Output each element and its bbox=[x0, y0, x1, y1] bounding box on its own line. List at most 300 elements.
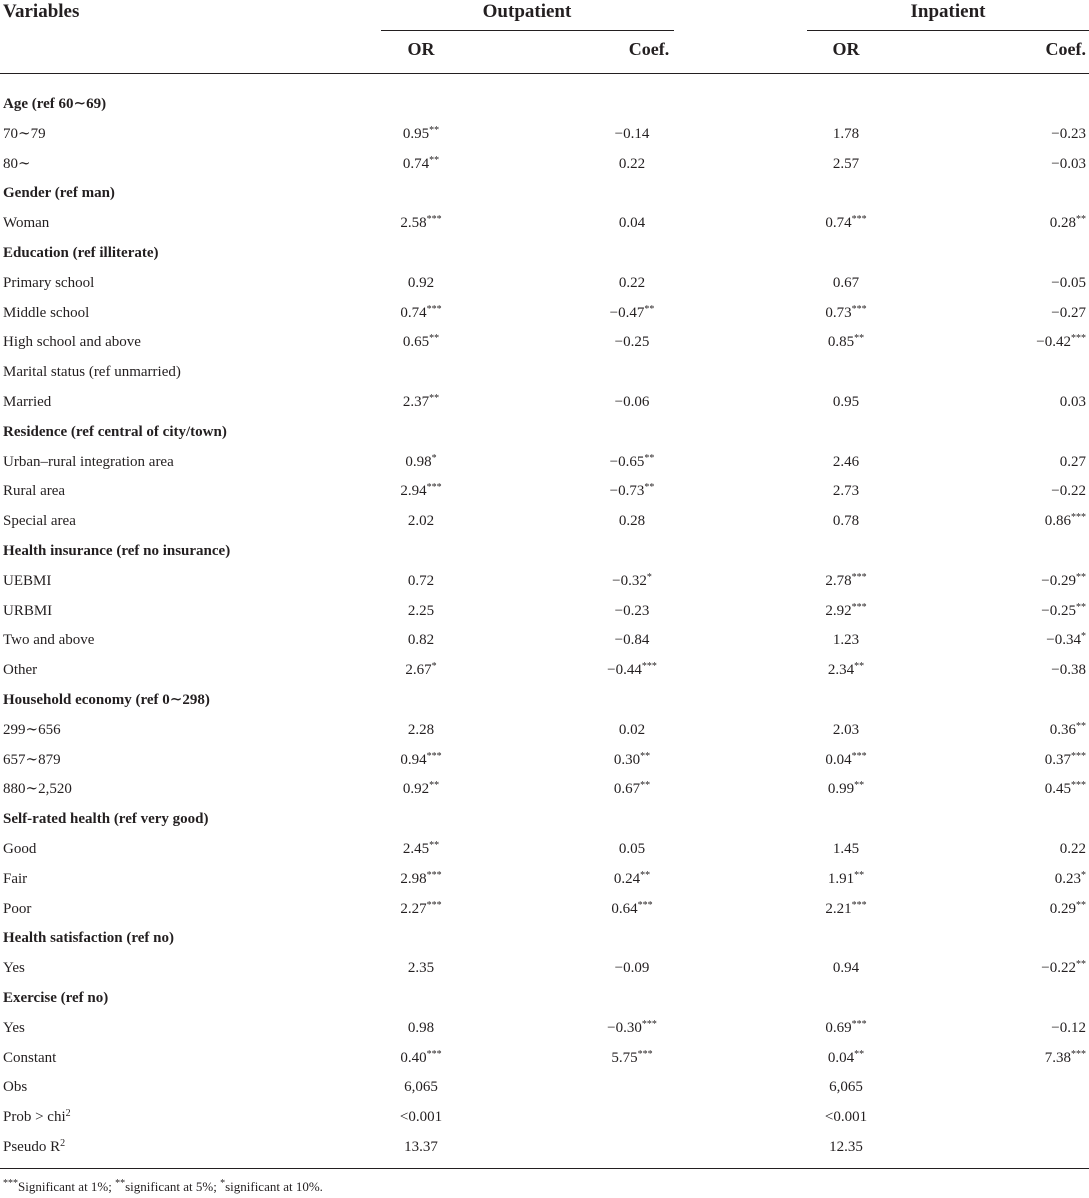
group-header-row bbox=[0, 178, 1089, 208]
row-label bbox=[3, 536, 230, 566]
cell-value: 0.98 bbox=[407, 1019, 435, 1036]
cell-value: 0.04 bbox=[825, 751, 852, 768]
significance-mark: ** bbox=[429, 333, 440, 345]
inpatient-coef-cell bbox=[1051, 149, 1086, 179]
inpatient-coef-cell bbox=[1045, 1043, 1086, 1073]
group-header-row bbox=[0, 89, 1089, 119]
significance-mark: ** bbox=[640, 869, 651, 881]
cell-value: 2.34 bbox=[827, 662, 855, 679]
outpatient-coef-cell bbox=[615, 119, 650, 149]
table-row bbox=[0, 655, 1089, 685]
outpatient-or-cell bbox=[400, 745, 441, 775]
inpatient-coef-cell bbox=[1060, 387, 1086, 417]
significance-mark: *** bbox=[851, 750, 867, 762]
inpatient-coef-cell bbox=[1045, 506, 1086, 536]
row-label-text: Other bbox=[3, 662, 38, 679]
cell-value: 0.28 bbox=[618, 513, 646, 530]
outpatient-or-cell bbox=[405, 447, 436, 477]
row-label-text: Household economy (ref 0∼298) bbox=[3, 692, 210, 708]
row-label-text: Yes bbox=[3, 1019, 25, 1036]
outpatient-coef-cell bbox=[619, 208, 645, 238]
bottom-rule bbox=[0, 1168, 1089, 1169]
cell-value: 2.67 bbox=[405, 662, 432, 679]
inpatient-coef-cell bbox=[1051, 655, 1086, 685]
significance-mark: *** bbox=[851, 899, 867, 911]
inpatient-or-cell bbox=[833, 476, 859, 506]
cell-value: 2.25 bbox=[407, 602, 435, 619]
outpatient-or-cell bbox=[403, 774, 439, 804]
inpatient-or-cell bbox=[825, 745, 866, 775]
inpatient-coef-cell bbox=[1036, 327, 1086, 357]
cell-value: −0.14 bbox=[614, 125, 650, 142]
cell-value: 0.22 bbox=[1059, 841, 1086, 857]
row-label-text: Health satisfaction (ref no) bbox=[3, 930, 174, 947]
cell-value: 0.74 bbox=[400, 304, 427, 321]
significance-mark: *** bbox=[426, 899, 442, 911]
table-row bbox=[0, 119, 1089, 149]
row-label-text: Pseudo R bbox=[3, 1139, 61, 1155]
cell-value: 2.98 bbox=[400, 870, 427, 887]
outpatient-coef-cell bbox=[615, 596, 650, 626]
cell-value: 0.95 bbox=[832, 394, 860, 410]
row-label bbox=[3, 953, 25, 983]
outpatient-or-cell bbox=[408, 1013, 434, 1043]
row-label bbox=[3, 923, 174, 953]
cell-value: 2.28 bbox=[407, 721, 435, 738]
table-row bbox=[0, 357, 1089, 387]
cell-value: 2.27 bbox=[400, 900, 427, 917]
significance-mark: ** bbox=[640, 750, 651, 762]
table-row bbox=[0, 208, 1089, 238]
inpatient-or-cell bbox=[825, 298, 866, 328]
outpatient-or-cell bbox=[408, 596, 434, 626]
footnote-sig1-text: Significant at 1%; bbox=[18, 1179, 116, 1194]
row-label bbox=[3, 178, 115, 208]
inpatient-coef-cell bbox=[1050, 715, 1086, 745]
inpatient-coef-cell bbox=[1045, 774, 1086, 804]
row-label bbox=[3, 566, 51, 596]
inpatient-or-cell bbox=[833, 625, 859, 655]
cell-value: 6,065 bbox=[404, 1079, 438, 1096]
cell-value: 0.22 bbox=[618, 274, 646, 291]
significance-mark: ** bbox=[1076, 214, 1086, 226]
inpatient-or-cell bbox=[833, 715, 859, 745]
outpatient-header: Outpatient bbox=[482, 1, 572, 22]
outpatient-or-cell bbox=[408, 268, 434, 298]
row-label bbox=[3, 476, 65, 506]
significance-mark: ** bbox=[429, 840, 440, 851]
inpatient-or-cell bbox=[828, 774, 864, 804]
outpatient-coef-cell bbox=[614, 774, 650, 804]
cell-value: 2.73 bbox=[832, 483, 860, 500]
outpatient-coef-cell bbox=[607, 1013, 657, 1043]
footnote bbox=[3, 1178, 323, 1196]
table-row bbox=[0, 864, 1089, 894]
row-label-text: High school and above bbox=[3, 334, 141, 351]
cell-value: −0.23 bbox=[614, 602, 650, 619]
cell-value: <0.001 bbox=[399, 1109, 443, 1126]
cell-value: −0.44 bbox=[607, 662, 642, 679]
table-row bbox=[0, 506, 1089, 536]
significance-mark: *** bbox=[1071, 750, 1086, 762]
cell-value: −0.32 bbox=[612, 572, 647, 589]
outpatient-or-header: OR bbox=[407, 39, 435, 59]
table-row bbox=[0, 566, 1089, 596]
inpatient-coef-cell bbox=[1060, 447, 1086, 477]
significance-mark: ** bbox=[854, 333, 865, 345]
row-label-text: Education (ref illiterate) bbox=[3, 245, 159, 261]
cell-value: −0.34 bbox=[1046, 632, 1081, 649]
row-label bbox=[3, 983, 108, 1013]
cell-value: −0.22 bbox=[1051, 483, 1086, 500]
table-row bbox=[0, 476, 1089, 506]
outpatient-or-cell bbox=[408, 506, 434, 536]
cell-value: −0.03 bbox=[1051, 155, 1086, 172]
footnote-sig10-text: significant at 10%. bbox=[225, 1179, 323, 1194]
outpatient-coef-cell bbox=[619, 715, 645, 745]
cell-value: 0.30 bbox=[613, 751, 641, 768]
cell-value: 0.92 bbox=[402, 781, 430, 798]
inpatient-or-cell bbox=[833, 506, 859, 536]
cell-value: 0.36 bbox=[1049, 721, 1076, 738]
cell-value: 0.86 bbox=[1044, 513, 1071, 530]
cell-value: −0.23 bbox=[1051, 125, 1086, 142]
table-row bbox=[0, 953, 1089, 983]
outpatient-or-cell bbox=[408, 953, 434, 983]
significance-mark: *** bbox=[426, 869, 442, 881]
cell-value: −0.12 bbox=[1051, 1019, 1086, 1036]
cell-value: 0.94 bbox=[400, 751, 427, 768]
cell-value: −0.30 bbox=[607, 1019, 642, 1036]
row-label bbox=[3, 1132, 65, 1162]
row-label bbox=[3, 447, 174, 477]
cell-value: 2.37 bbox=[402, 394, 430, 410]
significance-mark: * bbox=[431, 661, 437, 673]
cell-value: 2.21 bbox=[825, 900, 852, 917]
inpatient-or-cell bbox=[833, 268, 859, 298]
cell-value: 1.91 bbox=[827, 870, 855, 887]
outpatient-coef-cell bbox=[619, 268, 645, 298]
inpatient-coef-cell bbox=[1045, 745, 1086, 775]
cell-value: 12.35 bbox=[829, 1139, 863, 1155]
significance-mark: *** bbox=[641, 661, 657, 673]
cell-value: −0.25 bbox=[614, 334, 650, 351]
outpatient-coef-cell bbox=[614, 864, 650, 894]
inpatient-coef-cell bbox=[1051, 476, 1086, 506]
cell-value: 2.35 bbox=[407, 960, 435, 977]
significance-mark: ** bbox=[644, 303, 655, 315]
significance-mark: ** bbox=[429, 393, 440, 404]
cell-value: 5.75 bbox=[611, 1049, 638, 1066]
table-row bbox=[0, 596, 1089, 626]
significance-mark: *** bbox=[426, 303, 442, 315]
table-row bbox=[0, 149, 1089, 179]
significance-mark: *** bbox=[426, 750, 442, 762]
inpatient-or-cell bbox=[833, 447, 859, 477]
inpatient-coef-cell bbox=[1050, 208, 1086, 238]
row-label-text: Obs bbox=[3, 1079, 28, 1096]
row-label-text: Residence (ref central of city/town) bbox=[3, 423, 227, 440]
row-label bbox=[3, 268, 94, 298]
significance-mark: ** bbox=[854, 1048, 865, 1060]
header-row-1 bbox=[0, 0, 1089, 27]
outpatient-coef-cell bbox=[615, 327, 650, 357]
significance-mark: ** bbox=[1076, 720, 1086, 732]
cell-value: 0.28 bbox=[1049, 215, 1076, 232]
significance-mark: ** bbox=[854, 869, 865, 881]
significance-mark: *** bbox=[637, 899, 653, 911]
inpatient-coef-cell bbox=[1051, 298, 1086, 328]
significance-mark: ** bbox=[644, 452, 655, 464]
outpatient-or-cell bbox=[408, 566, 434, 596]
table-row bbox=[0, 1072, 1089, 1102]
table-row bbox=[0, 268, 1089, 298]
outpatient-or-cell bbox=[404, 1072, 438, 1102]
significance-mark: ** bbox=[640, 780, 651, 792]
cell-value: 0.72 bbox=[407, 572, 435, 589]
significance-mark: *** bbox=[851, 1018, 867, 1030]
cell-value: 2.02 bbox=[407, 513, 435, 530]
outpatient-coef-cell bbox=[611, 894, 652, 924]
inpatient-or-cell bbox=[833, 149, 859, 179]
row-label bbox=[3, 864, 27, 894]
significance-mark: ** bbox=[854, 780, 865, 792]
cell-value: <0.001 bbox=[824, 1109, 868, 1126]
significance-mark: *** bbox=[1071, 780, 1086, 792]
inpatient-coef-cell bbox=[1060, 834, 1086, 864]
cell-value: −0.09 bbox=[614, 960, 650, 977]
row-label-text: 80∼ bbox=[3, 155, 31, 172]
row-label-text: Woman bbox=[3, 215, 50, 232]
cell-value: 0.98 bbox=[405, 453, 432, 470]
outpatient-or-cell bbox=[400, 476, 441, 506]
inpatient-coef-cell bbox=[1051, 119, 1086, 149]
row-label bbox=[3, 774, 72, 804]
inpatient-coef-cell bbox=[1051, 1013, 1086, 1043]
footnote-sig10-mark: * bbox=[220, 1178, 226, 1189]
inpatient-or-cell bbox=[829, 1132, 863, 1162]
row-label bbox=[3, 89, 106, 119]
cell-value: 0.92 bbox=[407, 274, 435, 291]
table-row bbox=[0, 447, 1089, 477]
row-label-text: Rural area bbox=[3, 483, 66, 500]
cell-value: 2.92 bbox=[825, 602, 852, 619]
outpatient-coef-cell bbox=[607, 655, 657, 685]
row-label bbox=[3, 149, 31, 179]
row-label-text: Gender (ref man) bbox=[3, 185, 115, 202]
group-header-row bbox=[0, 983, 1089, 1013]
row-label bbox=[3, 1072, 27, 1102]
significance-mark: ** bbox=[1076, 601, 1086, 613]
outpatient-or-cell bbox=[400, 864, 441, 894]
row-label bbox=[3, 357, 181, 387]
footnote-sig1-mark: *** bbox=[3, 1178, 18, 1189]
row-label bbox=[3, 387, 51, 417]
significance-mark: ** bbox=[1076, 899, 1086, 911]
row-label-text: 657∼879 bbox=[3, 751, 61, 768]
row-label bbox=[3, 596, 52, 626]
group-header-row bbox=[0, 804, 1089, 834]
row-label bbox=[3, 238, 159, 268]
inpatient-or-header: OR bbox=[832, 39, 860, 59]
significance-mark: *** bbox=[426, 1048, 442, 1060]
cell-value: 1.23 bbox=[832, 632, 860, 649]
inpatient-or-cell bbox=[833, 119, 859, 149]
outpatient-coef-cell bbox=[610, 476, 655, 506]
cell-value: −0.38 bbox=[1051, 662, 1086, 679]
cell-value: −0.29 bbox=[1041, 572, 1076, 589]
inpatient-or-cell bbox=[829, 1072, 863, 1102]
row-label bbox=[3, 655, 37, 685]
inpatient-or-cell bbox=[833, 953, 859, 983]
row-label-text: 880∼2,520 bbox=[3, 781, 72, 798]
row-label-text: Married bbox=[3, 394, 52, 410]
header-rule bbox=[0, 73, 1089, 74]
cell-value: 0.78 bbox=[832, 513, 860, 530]
cell-value: 0.02 bbox=[618, 721, 646, 738]
row-label bbox=[3, 208, 49, 238]
cell-value: 0.37 bbox=[1044, 751, 1071, 768]
table-row bbox=[0, 745, 1089, 775]
cell-value: −0.65 bbox=[609, 453, 645, 470]
cell-value: 0.23 bbox=[1054, 870, 1081, 887]
inpatient-or-cell bbox=[825, 894, 866, 924]
outpatient-or-cell bbox=[403, 834, 439, 864]
row-label bbox=[3, 417, 227, 447]
table-row bbox=[0, 1013, 1089, 1043]
row-label-text: 70∼79 bbox=[3, 125, 46, 142]
table-row bbox=[0, 298, 1089, 328]
outpatient-or-cell bbox=[405, 655, 436, 685]
significance-mark: * bbox=[1081, 869, 1086, 881]
cell-value: 0.74 bbox=[825, 215, 852, 232]
inpatient-or-cell bbox=[833, 387, 859, 417]
significance-mark: ** bbox=[429, 124, 440, 136]
cell-value: 0.05 bbox=[618, 841, 646, 857]
row-label-text: Exercise (ref no) bbox=[3, 990, 109, 1006]
group-header-row bbox=[0, 238, 1089, 268]
outpatient-or-cell bbox=[400, 894, 441, 924]
outpatient-or-cell bbox=[408, 625, 434, 655]
inpatient-coef-header: Coef. bbox=[1045, 39, 1086, 59]
cell-value: 0.03 bbox=[1059, 394, 1086, 410]
row-label bbox=[3, 119, 46, 149]
cell-value: 0.29 bbox=[1049, 900, 1076, 917]
row-label-text: Middle school bbox=[3, 304, 90, 321]
table-row bbox=[0, 387, 1089, 417]
row-label-text: Constant bbox=[3, 1049, 57, 1066]
row-label bbox=[3, 1102, 71, 1132]
row-label-text: Fair bbox=[3, 870, 28, 887]
inpatient-coef-cell bbox=[1041, 596, 1086, 626]
inpatient-or-cell bbox=[825, 566, 866, 596]
outpatient-or-cell bbox=[403, 119, 439, 149]
significance-mark: ** bbox=[644, 482, 655, 494]
inpatient-or-cell bbox=[825, 596, 866, 626]
cell-value: 0.95 bbox=[402, 125, 430, 142]
outpatient-coef-cell bbox=[615, 625, 650, 655]
cell-value: 2.45 bbox=[402, 841, 430, 857]
cell-value: 0.65 bbox=[402, 334, 430, 351]
row-label-text: Health insurance (ref no insurance) bbox=[3, 543, 231, 559]
row-label bbox=[3, 625, 94, 655]
cell-value: 0.64 bbox=[611, 900, 638, 917]
outpatient-or-cell bbox=[403, 149, 439, 179]
cell-value: 0.04 bbox=[618, 215, 646, 232]
cell-value: 0.99 bbox=[827, 781, 855, 798]
group-header-row bbox=[0, 536, 1089, 566]
row-label-text: UEBMI bbox=[3, 572, 52, 589]
cell-value: 0.94 bbox=[832, 960, 860, 977]
outpatient-or-cell bbox=[403, 387, 439, 417]
row-label-text: Prob > chi bbox=[3, 1109, 66, 1126]
cell-value: 1.78 bbox=[832, 125, 860, 142]
table-row bbox=[0, 715, 1089, 745]
row-label bbox=[3, 745, 61, 775]
significance-mark: *** bbox=[851, 601, 867, 613]
row-label-text: Two and above bbox=[3, 632, 95, 649]
group-header-row bbox=[0, 685, 1089, 715]
cell-value: 0.69 bbox=[825, 1019, 852, 1036]
cell-value: −0.05 bbox=[1051, 274, 1086, 291]
row-label bbox=[3, 1013, 25, 1043]
inpatient-or-cell bbox=[828, 655, 864, 685]
outpatient-coef-cell bbox=[615, 953, 650, 983]
outpatient-coef-cell bbox=[612, 566, 652, 596]
outpatient-coef-cell bbox=[614, 745, 650, 775]
significance-mark: *** bbox=[851, 303, 867, 315]
cell-value: 0.82 bbox=[407, 632, 435, 649]
cell-value: −0.42 bbox=[1036, 334, 1071, 351]
cell-value: 0.40 bbox=[400, 1049, 427, 1066]
table-row bbox=[0, 894, 1089, 924]
outpatient-coef-cell bbox=[615, 387, 650, 417]
inpatient-coef-cell bbox=[1055, 864, 1086, 894]
variables-header: Variables bbox=[3, 1, 80, 22]
row-label bbox=[3, 894, 31, 924]
row-label-text: URBMI bbox=[3, 602, 53, 619]
cell-value: 0.24 bbox=[613, 870, 641, 887]
row-label-text: Special area bbox=[3, 513, 76, 530]
significance-mark: *** bbox=[1071, 512, 1086, 524]
cell-value: −0.73 bbox=[609, 483, 645, 500]
significance-mark: ** bbox=[429, 154, 440, 166]
significance-mark: *** bbox=[851, 214, 867, 226]
cell-value: −0.84 bbox=[614, 632, 650, 649]
cell-value: 2.03 bbox=[832, 721, 860, 738]
cell-value: −0.22 bbox=[1041, 960, 1076, 977]
cell-value: 0.22 bbox=[618, 155, 646, 172]
inpatient-or-cell bbox=[825, 1013, 866, 1043]
inpatient-coef-cell bbox=[1041, 953, 1086, 983]
inpatient-coef-cell bbox=[1050, 894, 1086, 924]
significance-mark: *** bbox=[637, 1048, 653, 1060]
group-header-row bbox=[0, 417, 1089, 447]
table-row bbox=[0, 625, 1089, 655]
cell-value: 0.74 bbox=[402, 155, 430, 172]
table-row bbox=[0, 327, 1089, 357]
row-label bbox=[3, 715, 61, 745]
inpatient-or-cell bbox=[828, 864, 864, 894]
row-label-superscript: 2 bbox=[65, 1108, 71, 1120]
cell-value: 13.37 bbox=[404, 1139, 438, 1155]
significance-mark: *** bbox=[641, 1018, 657, 1030]
row-label-text: Urban–rural integration area bbox=[3, 453, 174, 470]
inpatient-or-cell bbox=[828, 1043, 864, 1073]
cell-value: 7.38 bbox=[1044, 1049, 1071, 1066]
outpatient-coef-cell bbox=[619, 506, 645, 536]
significance-mark: ** bbox=[1076, 959, 1086, 971]
